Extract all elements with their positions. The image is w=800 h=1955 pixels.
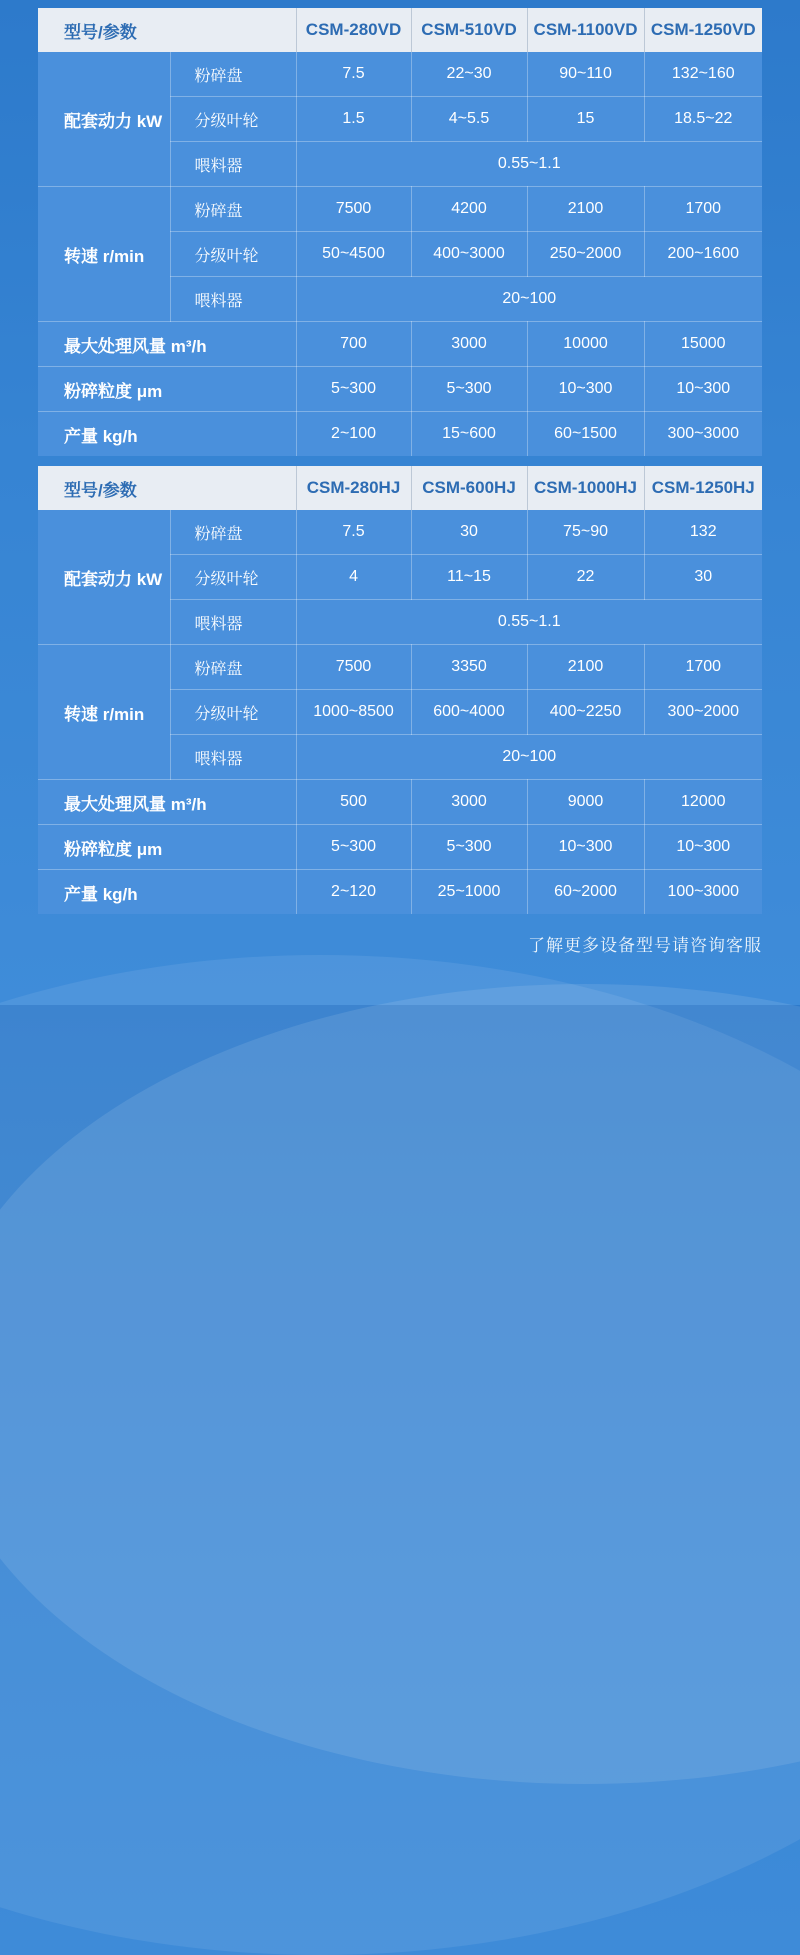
value-cell: 1.5 <box>296 97 411 142</box>
value-cell: 75~90 <box>527 510 644 555</box>
sub-label-cell: 粉碎盘 <box>170 187 296 232</box>
value-cell: 22 <box>527 555 644 600</box>
value-cell: 10~300 <box>527 825 644 870</box>
model-header-cell: CSM-280VD <box>296 8 411 52</box>
sub-label-cell: 粉碎盘 <box>170 52 296 97</box>
model-header-cell: CSM-510VD <box>411 8 527 52</box>
value-cell: 100~3000 <box>644 870 762 915</box>
value-cell: 7500 <box>296 645 411 690</box>
group-label-cell: 配套动力 kW <box>38 510 170 645</box>
param-label-cell: 最大处理风量 m³/h <box>38 322 296 367</box>
value-cell: 3000 <box>411 322 527 367</box>
spec-table-vd <box>38 8 762 456</box>
value-cell: 5~300 <box>296 367 411 412</box>
value-cell: 5~300 <box>411 367 527 412</box>
sub-label-cell: 粉碎盘 <box>170 510 296 555</box>
sub-label-cell: 喂料器 <box>170 600 296 645</box>
value-cell: 60~1500 <box>527 412 644 457</box>
sub-label-cell: 喂料器 <box>170 277 296 322</box>
model-header-cell: CSM-1250VD <box>644 8 762 52</box>
value-cell: 250~2000 <box>527 232 644 277</box>
value-cell: 50~4500 <box>296 232 411 277</box>
sub-label-cell: 喂料器 <box>170 142 296 187</box>
sub-label-cell: 喂料器 <box>170 735 296 780</box>
value-cell: 0.55~1.1 <box>296 142 762 187</box>
value-cell: 15~600 <box>411 412 527 457</box>
sub-label-cell: 分级叶轮 <box>170 232 296 277</box>
table-row <box>38 780 762 825</box>
table-row <box>38 52 762 97</box>
wave-decoration-back <box>0 955 800 1955</box>
value-cell: 15 <box>527 97 644 142</box>
table-header-row <box>38 466 762 510</box>
param-label-cell: 产量 kg/h <box>38 870 296 915</box>
value-cell: 1700 <box>644 187 762 232</box>
value-cell: 300~3000 <box>644 412 762 457</box>
value-cell: 4~5.5 <box>411 97 527 142</box>
value-cell: 20~100 <box>296 735 762 780</box>
value-cell: 9000 <box>527 780 644 825</box>
corner-header-cell: 型号/参数 <box>38 466 296 510</box>
param-label-cell: 产量 kg/h <box>38 412 296 457</box>
sub-label-cell: 分级叶轮 <box>170 555 296 600</box>
value-cell: 25~1000 <box>411 870 527 915</box>
value-cell: 22~30 <box>411 52 527 97</box>
table-row <box>38 322 762 367</box>
value-cell: 200~1600 <box>644 232 762 277</box>
value-cell: 30 <box>411 510 527 555</box>
value-cell: 5~300 <box>411 825 527 870</box>
footer-note: 了解更多设备型号请咨询客服 <box>528 936 762 955</box>
value-cell: 2~100 <box>296 412 411 457</box>
value-cell: 2100 <box>527 187 644 232</box>
value-cell: 132 <box>644 510 762 555</box>
value-cell: 132~160 <box>644 52 762 97</box>
value-cell: 10000 <box>527 322 644 367</box>
value-cell: 10~300 <box>644 825 762 870</box>
value-cell: 7.5 <box>296 52 411 97</box>
value-cell: 2~120 <box>296 870 411 915</box>
value-cell: 60~2000 <box>527 870 644 915</box>
model-header-cell: CSM-600HJ <box>411 466 527 510</box>
value-cell: 0.55~1.1 <box>296 600 762 645</box>
spec-table-hj <box>38 466 762 914</box>
value-cell: 10~300 <box>644 367 762 412</box>
value-cell: 18.5~22 <box>644 97 762 142</box>
value-cell: 30 <box>644 555 762 600</box>
param-label-cell: 最大处理风量 m³/h <box>38 780 296 825</box>
sub-label-cell: 分级叶轮 <box>170 690 296 735</box>
model-header-cell: CSM-1100VD <box>527 8 644 52</box>
group-label-cell: 配套动力 kW <box>38 52 170 187</box>
group-label-cell: 转速 r/min <box>38 645 170 780</box>
value-cell: 1700 <box>644 645 762 690</box>
value-cell: 12000 <box>644 780 762 825</box>
value-cell: 3350 <box>411 645 527 690</box>
value-cell: 4200 <box>411 187 527 232</box>
table-row <box>38 825 762 870</box>
value-cell: 400~2250 <box>527 690 644 735</box>
value-cell: 2100 <box>527 645 644 690</box>
table-row <box>38 870 762 915</box>
model-header-cell: CSM-1000HJ <box>527 466 644 510</box>
table-row <box>38 412 762 457</box>
model-header-cell: CSM-280HJ <box>296 466 411 510</box>
value-cell: 400~3000 <box>411 232 527 277</box>
param-label-cell: 粉碎粒度 μm <box>38 367 296 412</box>
table-row <box>38 510 762 555</box>
wave-decoration-front <box>0 984 800 1784</box>
value-cell: 20~100 <box>296 277 762 322</box>
value-cell: 4 <box>296 555 411 600</box>
value-cell: 1000~8500 <box>296 690 411 735</box>
value-cell: 3000 <box>411 780 527 825</box>
model-header-cell: CSM-1250HJ <box>644 466 762 510</box>
value-cell: 90~110 <box>527 52 644 97</box>
value-cell: 15000 <box>644 322 762 367</box>
table-row <box>38 645 762 690</box>
table-row <box>38 187 762 232</box>
value-cell: 300~2000 <box>644 690 762 735</box>
value-cell: 10~300 <box>527 367 644 412</box>
value-cell: 500 <box>296 780 411 825</box>
corner-header-cell: 型号/参数 <box>38 8 296 52</box>
group-label-cell: 转速 r/min <box>38 187 170 322</box>
value-cell: 600~4000 <box>411 690 527 735</box>
param-label-cell: 粉碎粒度 μm <box>38 825 296 870</box>
value-cell: 700 <box>296 322 411 367</box>
sub-label-cell: 分级叶轮 <box>170 97 296 142</box>
value-cell: 5~300 <box>296 825 411 870</box>
value-cell: 7500 <box>296 187 411 232</box>
table-row <box>38 367 762 412</box>
table-header-row <box>38 8 762 52</box>
sub-label-cell: 粉碎盘 <box>170 645 296 690</box>
value-cell: 7.5 <box>296 510 411 555</box>
value-cell: 11~15 <box>411 555 527 600</box>
